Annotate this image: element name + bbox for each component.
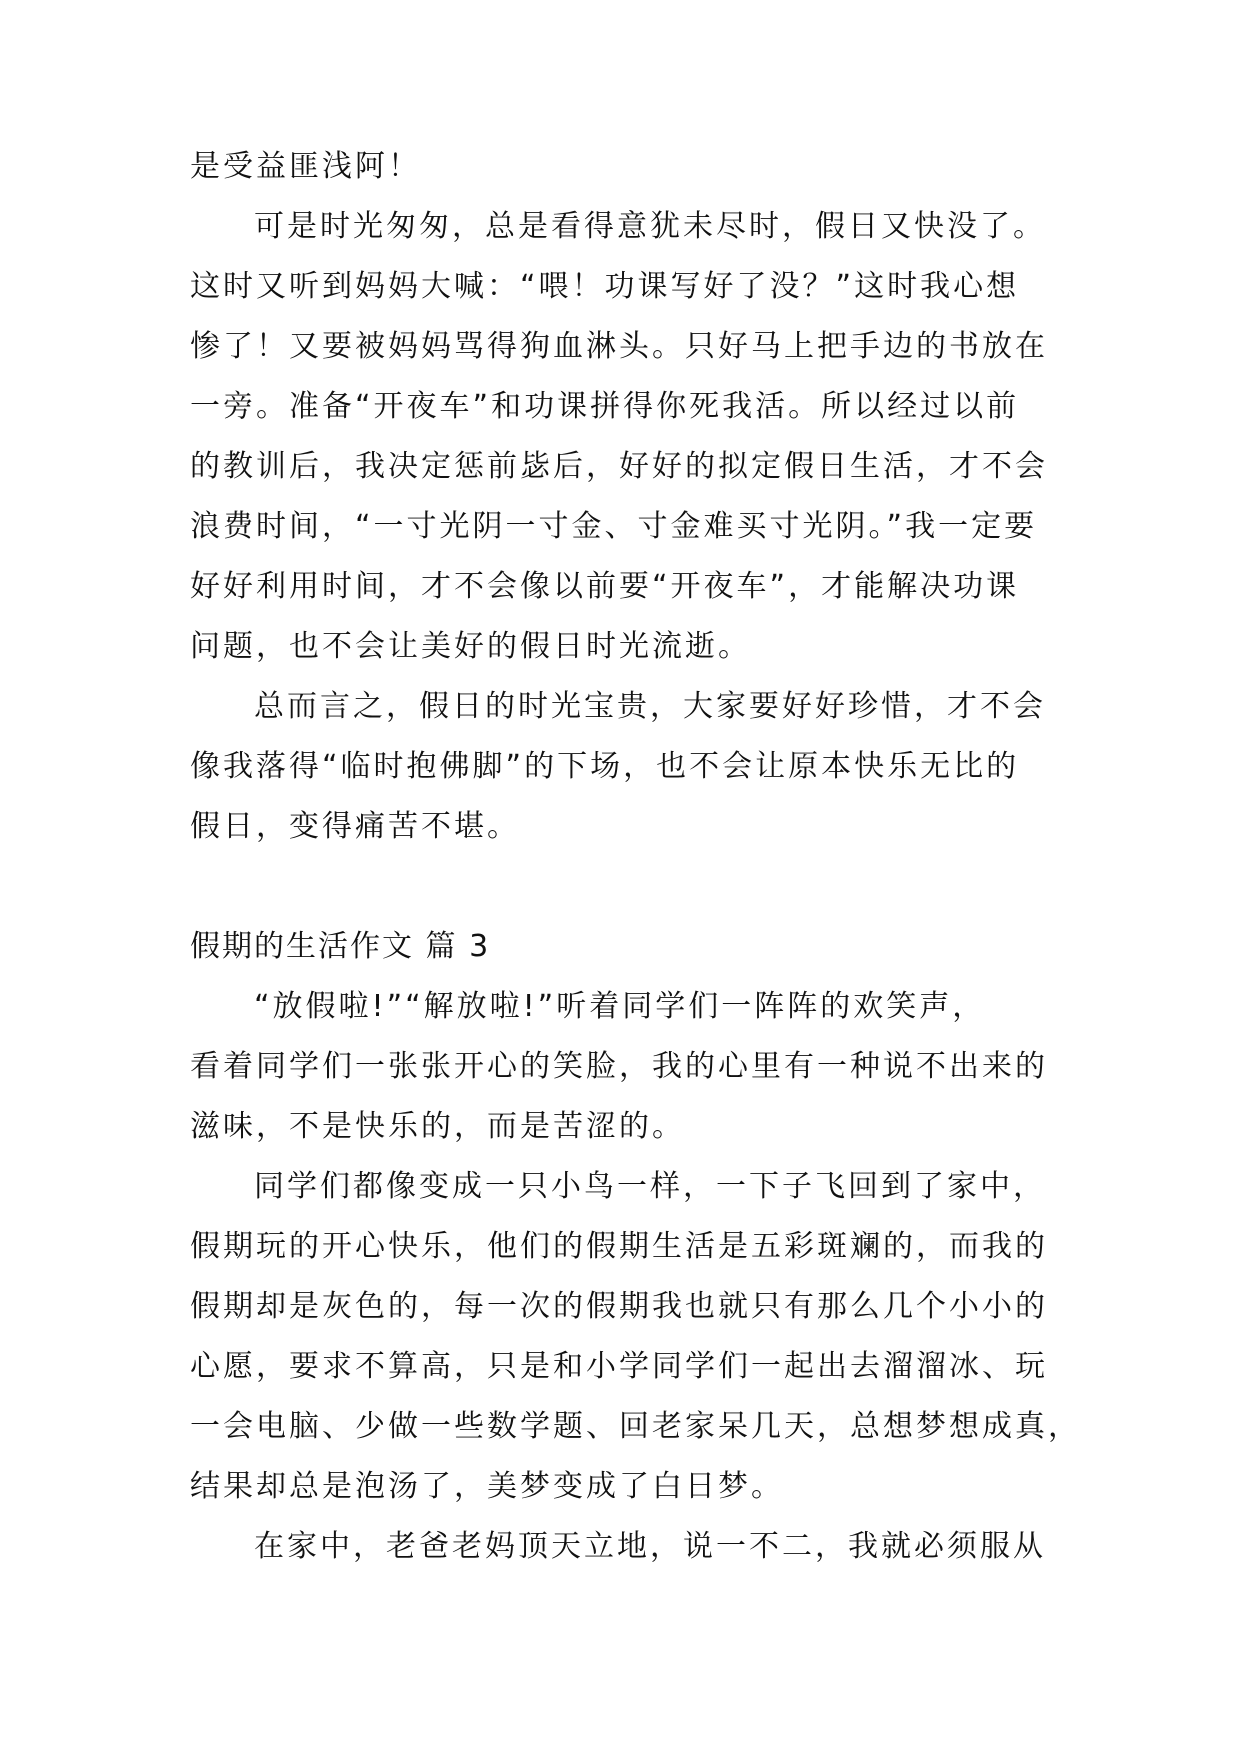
text-line: 问题，也不会让美好的假日时光流逝。 xyxy=(190,629,751,664)
text-line: 看着同学们一张张开心的笑脸，我的心里有一种说不出来的 xyxy=(190,1049,1048,1084)
text-line: 总而言之，假日的时光宝贵，大家要好好珍惜，才不会 xyxy=(254,689,1046,724)
text-line: 心愿，要求不算高，只是和小学同学们一起出去溜溜冰、玩 xyxy=(190,1349,1048,1384)
text-line: 假期却是灰色的，每一次的假期我也就只有那么几个小小的 xyxy=(190,1289,1048,1324)
section-gap xyxy=(190,872,1070,932)
text-line: 惨了！又要被妈妈骂得狗血淋头。只好马上把手边的书放在 xyxy=(190,329,1048,364)
text-line: 好好利用时间，才不会像以前要“开夜车”，才能解决功课 xyxy=(190,569,1020,604)
text-line: 一旁。准备“开夜车”和功课拼得你死我活。所以经过以前 xyxy=(190,389,1020,424)
text-line: 假期玩的开心快乐，他们的假期生活是五彩斑斓的，而我的 xyxy=(190,1229,1048,1264)
text-line: 假日，变得痛苦不堪。 xyxy=(190,809,520,844)
text-line: 这时又听到妈妈大喊：“喂！功课写好了没？”这时我心想 xyxy=(190,269,1020,304)
document-page xyxy=(190,149,1081,1592)
paragraph xyxy=(190,1169,1081,1504)
section-title: 假期的生活作文 篇 3 xyxy=(190,929,491,964)
paragraph xyxy=(190,149,1070,184)
paragraph xyxy=(190,989,1070,1144)
text-line: 一会电脑、少做一些数学题、回老家呆几天，总想梦想成真， xyxy=(190,1409,1081,1444)
text-line: 的教训后，我决定惩前毖后，好好的拟定假日生活，才不会 xyxy=(190,449,1048,484)
text-line: 可是时光匆匆，总是看得意犹未尽时，假日又快没了。 xyxy=(254,209,1046,244)
text-line: 同学们都像变成一只小鸟一样，一下子飞回到了家中， xyxy=(254,1169,1046,1204)
text-line: 是受益匪浅阿！ xyxy=(190,149,421,184)
text-line: 滋味，不是快乐的，而是苦涩的。 xyxy=(190,1109,685,1144)
essay-part-2 xyxy=(190,989,1081,1564)
essay-part-1 xyxy=(190,149,1070,844)
text-line: 在家中，老爸老妈顶天立地，说一不二，我就必须服从 xyxy=(254,1529,1046,1564)
text-line: 像我落得“临时抱佛脚”的下场，也不会让原本快乐无比的 xyxy=(190,749,1020,784)
paragraph xyxy=(190,689,1070,844)
paragraph xyxy=(190,209,1070,664)
paragraph xyxy=(190,1529,1070,1564)
text-line: 结果却总是泡汤了，美梦变成了白日梦。 xyxy=(190,1469,784,1504)
text-line: “放假啦!”“解放啦!”听着同学们一阵阵的欢笑声， xyxy=(254,989,986,1024)
text-line: 浪费时间，“一寸光阴一寸金、寸金难买寸光阴。”我一定要 xyxy=(190,509,1038,544)
